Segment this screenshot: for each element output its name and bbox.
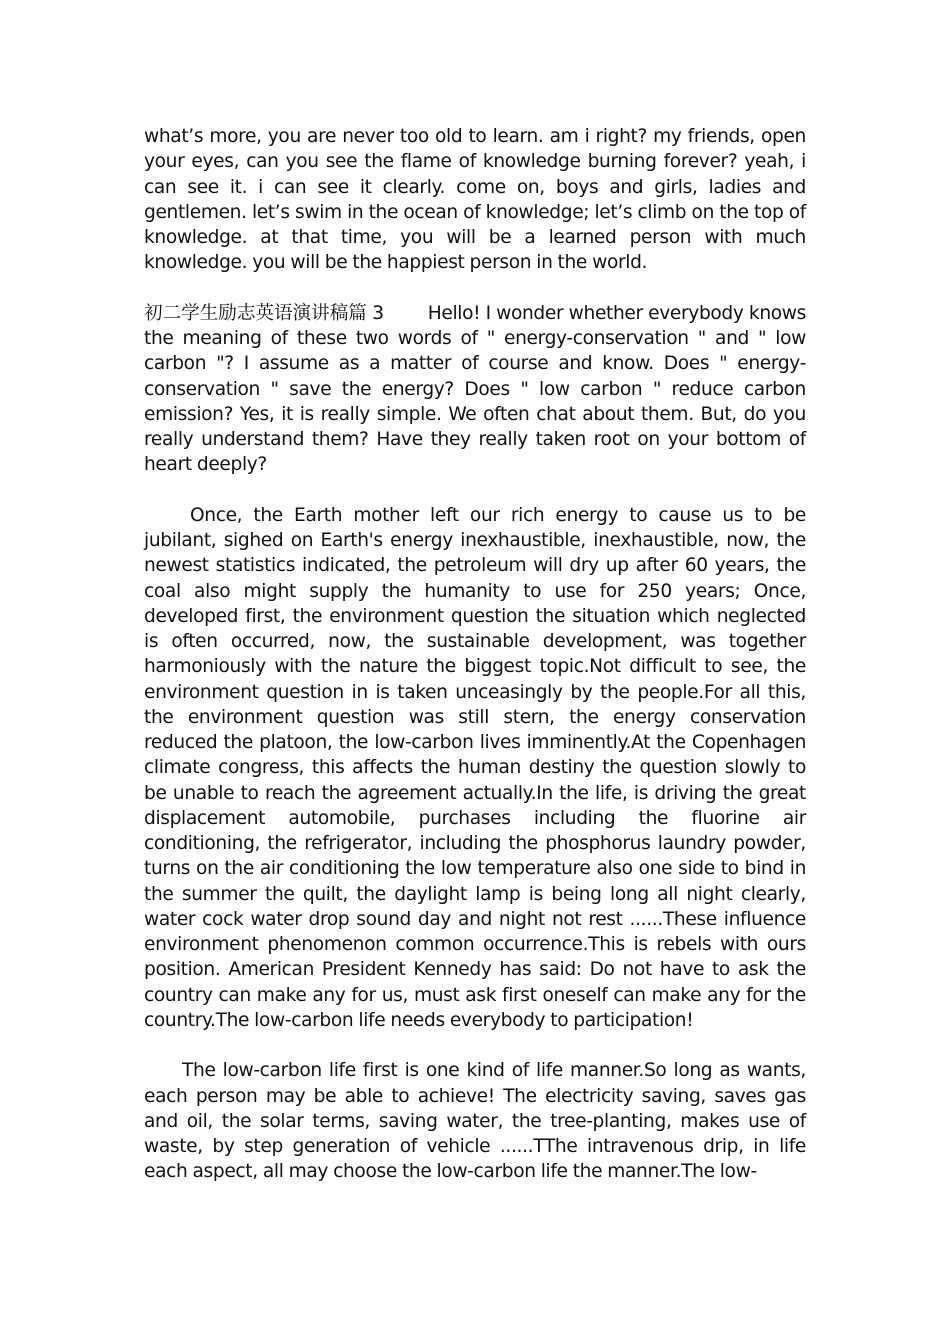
paragraph-speech-3 <box>144 301 806 478</box>
paragraph-earth-energy: Once, the Earth mother left our rich energy to cause us to be jubilant, sighed on Earth's energy inexhaustible, inexhaustible, now, the newest statistics indicated, the petroleum will dry up after 60 years, the coal also might supply the humanity to use for 250 years; Once, developed first, the environment question the situation which neglected is often occurred, now, the sustainable development, was together harmoniously with the nature the biggest topic.Not difficult to see, the environment question in is taken unceasingly by the people.For all this, the environment question was still stern, the energy conservation reduced the platoon, the low-carbon lives imminently.At the Copenhagen climate congress, this affects the human destiny the question slowly to be unable to reach the agreement actually.In the life, is driving the great displacement automobile, purchases including the fluorine air conditioning, the refrigerator, including the phosphorus laundry powder, turns on the air conditioning the low temperature also one side to bind in the summer the quilt, the daylight lamp is being long all night clearly, water cock water drop sound day and night not rest ......These influence environment phenomenon common occurrence.This is rebels with ours position. American President Kennedy has said: Do not have to ask the country can make any for us, must ask first oneself can make any for the country.The low-carbon life needs everybody to participation! <box>144 504 806 1031</box>
paragraph-low-carbon-life: The low-carbon life first is one kind of life manner.So long as wants, each person may be able to achieve! The electricity saving, saves gas and oil, the solar terms, saving water, the tree-planting, makes use of waste, by step generation of vehicle ......TThe intravenous drip, in life each aspect, all may choose the low-carbon life the manner.The low- <box>144 1060 806 1183</box>
section-heading: 初二学生励志英语演讲稿篇 3 <box>144 302 384 324</box>
paragraph-knowledge: what’s more, you are never too old to learn. am i right? my friends, open your eyes, can you see the flame of knowledge burning forever? yeah, i can see it. i can see it clearly. come on, boys and girls, ladies and gentlemen. let’s swim in the ocean of knowledge; let’s climb on the top of knowledge. at that time, you will be a learned person with much knowledge. you will be the happiest person in the world. <box>144 126 806 274</box>
document-body <box>144 124 806 1210</box>
paragraph-speech-3-body: Hello! I wonder whether everybody knows the meaning of these two words of " energy-conservation " and " low carbon "? I assume as a matter of course and know. Does " energy-conservation " save the energy? Does " low carbon " reduce carbon emission? Yes, it is really simple. We often chat about them. But, do you really understand them? Have they really taken root on your bottom of heart deeply? <box>144 302 807 476</box>
